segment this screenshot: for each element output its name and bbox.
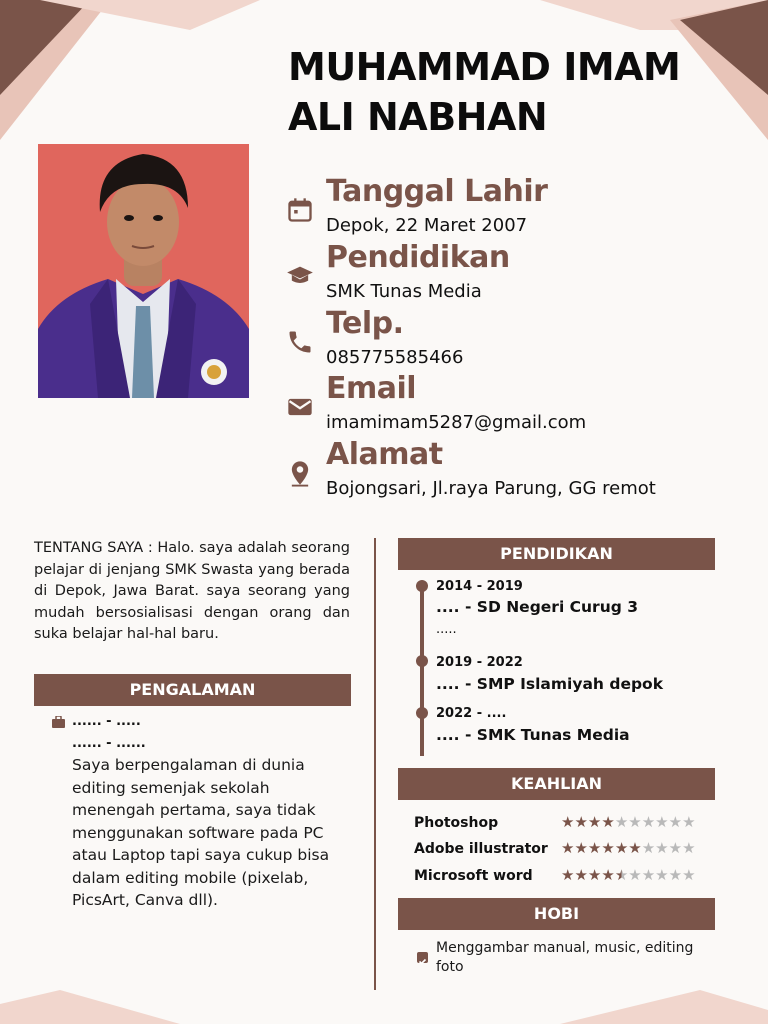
education-years: 2014 - 2019 — [436, 579, 523, 594]
info-label: Tanggal Lahir — [326, 174, 548, 209]
hobby-text: Menggambar manual, music, editing foto — [436, 940, 694, 975]
experience-description: Saya berpengalaman di dunia editing semenjak sekolah menengah pertama, saya tidak menggunakan software pada PC atau Laptop tapi saya cukup bisa dalam editing mobile (pixelab, PicsArt, Canva dll). — [72, 756, 330, 909]
info-label: Alamat — [326, 437, 443, 472]
education-years: 2022 - .... — [436, 706, 507, 721]
star-icon: ★ — [682, 839, 696, 857]
info-label: Pendidikan — [326, 240, 510, 275]
checkbox-icon — [417, 952, 428, 963]
star-icon: ★ — [655, 866, 669, 884]
graduation-cap-icon — [286, 262, 314, 290]
info-value: SMK Tunas Media — [326, 281, 482, 302]
skill-name: Microsoft word — [414, 868, 533, 884]
star-icon: ★ — [561, 866, 575, 884]
corner-decoration-bottom-right — [560, 990, 768, 1024]
star-icon: ★ — [628, 813, 642, 831]
education-extra: ..... — [436, 622, 457, 637]
envelope-icon — [286, 393, 314, 421]
corner-decoration-bottom-left — [0, 990, 180, 1024]
star-icon: ★ — [655, 813, 669, 831]
star-icon: ★ — [601, 813, 615, 831]
column-divider — [374, 538, 376, 990]
star-icon: ★ — [574, 866, 588, 884]
star-icon: ★ — [682, 813, 696, 831]
phone-icon — [286, 328, 314, 356]
experience-line-2: ...... - ...... — [72, 736, 146, 751]
star-icon: ★ — [587, 813, 602, 831]
timeline-dot — [416, 655, 428, 667]
skill-name: Photoshop — [414, 815, 499, 831]
profile-photo — [38, 144, 249, 398]
calendar-icon — [286, 196, 314, 224]
skill-name: Adobe illustrator — [414, 841, 548, 857]
star-icon: ★ — [614, 813, 629, 831]
info-value: imamimam5287@gmail.com — [326, 412, 587, 433]
star-icon: ★ — [668, 839, 683, 857]
star-icon: ★ — [628, 866, 642, 884]
star-icon: ★ — [614, 839, 629, 857]
star-icon: ★ — [574, 839, 588, 857]
about-text: TENTANG SAYA : Halo. saya adalah seorang pelajar di jenjang SMK Swasta yang berada di Depok, Jawa Barat. saya seorang yang mudah bersosialisasi dengan orang dan suka belajar hal-hal baru. — [34, 540, 350, 642]
education-header: PENDIDIKAN — [398, 538, 715, 570]
experience-header: PENGALAMAN — [34, 674, 351, 706]
education-school: .... - SD Negeri Curug 3 — [436, 598, 639, 616]
skill-rating — [561, 839, 696, 857]
star-icon: ★ — [561, 839, 575, 857]
education-years: 2019 - 2022 — [436, 655, 523, 670]
star-icon: ★ — [641, 866, 656, 884]
star-icon: ★ — [601, 866, 615, 884]
star-icon: ★ — [574, 813, 588, 831]
education-timeline-line — [420, 586, 424, 756]
education-school: .... - SMP Islamiyah depok — [436, 675, 664, 693]
skills-header: KEAHLIAN — [398, 768, 715, 800]
timeline-dot — [416, 580, 428, 592]
star-icon: ★ — [655, 839, 669, 857]
info-label: Email — [326, 371, 417, 406]
star-icon: ★ — [641, 839, 656, 857]
name-line-1: MUHAMMAD IMAM — [288, 45, 681, 89]
skill-rating — [561, 866, 696, 884]
star-icon: ★ — [682, 866, 696, 884]
timeline-dot — [416, 707, 428, 719]
star-icon: ★ — [641, 813, 656, 831]
resume-name — [288, 42, 680, 142]
corner-decoration-top — [40, 0, 260, 30]
star-icon: ★ — [668, 866, 683, 884]
star-icon: ★ — [614, 866, 629, 884]
hobby-header: HOBI — [398, 898, 715, 930]
star-icon: ★ — [628, 839, 642, 857]
info-value: 085775585466 — [326, 347, 464, 368]
star-icon: ★ — [587, 839, 602, 857]
education-school: .... - SMK Tunas Media — [436, 726, 630, 744]
briefcase-icon — [52, 716, 65, 728]
info-value: Depok, 22 Maret 2007 — [326, 215, 528, 236]
star-icon: ★ — [601, 839, 615, 857]
name-line-2: ALI NABHAN — [288, 95, 548, 139]
location-pin-icon — [286, 459, 314, 487]
experience-line-1: ...... - ..... — [72, 714, 141, 729]
info-value: Bojongsari, Jl.raya Parung, GG remot — [326, 478, 656, 499]
info-label: Telp. — [326, 306, 404, 341]
star-icon: ★ — [587, 866, 602, 884]
skill-rating — [561, 813, 696, 831]
star-icon: ★ — [561, 813, 575, 831]
star-icon: ★ — [668, 813, 683, 831]
